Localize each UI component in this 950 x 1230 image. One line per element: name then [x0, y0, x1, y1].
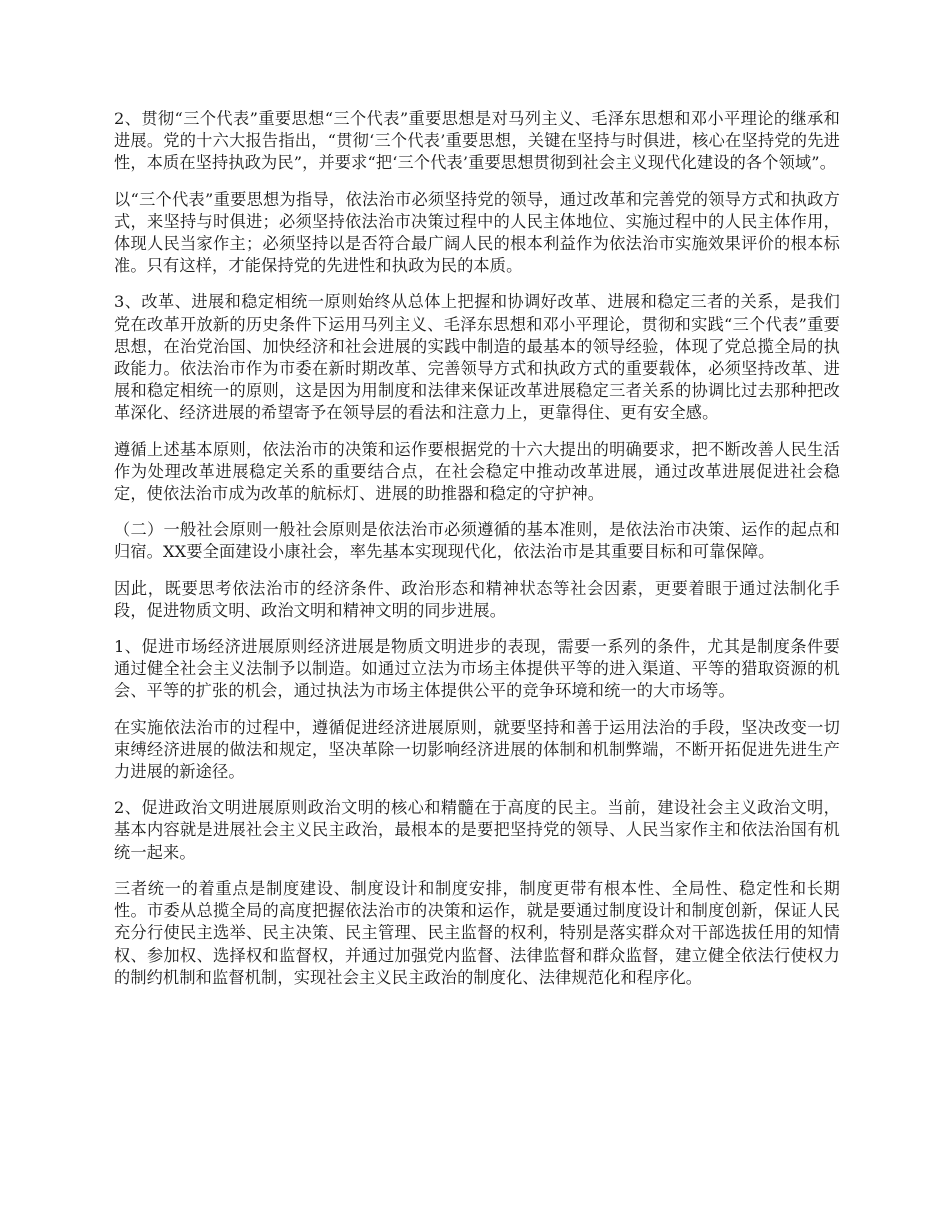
paragraph-3: 3、改革、进展和稳定相统一原则始终从总体上把握和协调好改革、进展和稳定三者的关系，是我们党在改革开放新的历史条件下运用马列主义、毛泽东思想和邓小平理论，贯彻和实践“三个代表”重要思想，在治党治国、加快经济和社会进展的实践中制造的最基本的领导经验，体现了党总揽全局的执政能力。依法治市作为市委在新时期改革、完善领导方式和执政方式的重要载体，必须坚持改革、进展和稳定相统一的原则，这是因为用制度和法律来保证改革进展稳定三者关系的协调比过去那种把改革深化、经济进展的希望寄予在领导层的看法和注意力上，更靠得住、更有安全感。 — [114, 292, 840, 423]
paragraph-9: 2、促进政治文明进展原则政治文明的核心和精髓在于高度的民主。当前，建设社会主义政治文明，基本内容就是进展社会主义民主政治，最根本的是要把坚持党的领导、人民当家作主和依法治国有机统一起来。 — [114, 798, 840, 862]
paragraph-5: （二）一般社会原则一般社会原则是依法治市必须遵循的基本准则，是依法治市决策、运作的起点和归宿。XX要全面建设小康社会，率先基本实现现代化，依法治市是其重要目标和可靠保障。 — [114, 520, 840, 562]
paragraph-1: 2、贯彻“三个代表”重要思想“三个代表”重要思想是对马列主义、毛泽东思想和邓小平理论的继承和进展。党的十六大报告指出，“贯彻‘三个代表’重要思想，关键在坚持与时俱进，核心在坚持党的先进性，本质在坚持执政为民”，并要求“把‘三个代表’重要思想贯彻到社会主义现代化建设的各个领域”。 — [114, 109, 840, 173]
document-page — [114, 108, 840, 1003]
paragraph-4: 遵循上述基本原则，依法治市的决策和运作要根据党的十六大提出的明确要求，把不断改善人民生活作为处理改革进展稳定关系的重要结合点，在社会稳定中推动改革进展，通过改革进展促进社会稳定，使依法治市成为改革的航标灯、进展的助推器和稳定的守护神。 — [114, 439, 840, 504]
paragraph-7: 1、促进市场经济进展原则经济进展是物质文明进步的表现，需要一系列的条件，尤其是制度条件要通过健全社会主义法制予以制造。如通过立法为市场主体提供平等的进入渠道、平等的猎取资源的机会、平等的扩张的机会，通过执法为市场主体提供公平的竞争环境和统一的大市场等。 — [114, 637, 840, 701]
paragraph-2: 以“三个代表”重要思想为指导，依法治市必须坚持党的领导，通过改革和完善党的领导方式和执政方式，来坚持与时俱进；必须坚持依法治市决策过程中的人民主体地位、实施过程中的人民主体作用，体现人民当家作主；必须坚持以是否符合最广阔人民的根本利益作为依法治市实施效果评价的根本标准。只有这样，才能保持党的先进性和执政为民的本质。 — [114, 189, 840, 276]
paragraph-6: 因此，既要思考依法治市的经济条件、政治形态和精神状态等社会因素，更要着眼于通过法制化手段，促进物质文明、政治文明和精神文明的同步进展。 — [114, 578, 840, 620]
paragraph-8: 在实施依法治市的过程中，遵循促进经济进展原则，就要坚持和善于运用法治的手段，坚决改变一切束缚经济进展的做法和规定，坚决革除一切影响经济进展的体制和机制弊端，不断开拓促进先进生产力进展的新途径。 — [114, 717, 840, 782]
paragraph-10: 三者统一的着重点是制度建设、制度设计和制度安排，制度更带有根本性、全局性、稳定性和长期性。市委从总揽全局的高度把握依法治市的决策和运作，就是要通过制度设计和制度创新，保证人民充分行使民主选举、民主决策、民主管理、民主监督的权利，特别是落实群众对干部选拔任用的知情权、参加权、选择权和监督权，并通过加强党内监督、法律监督和群众监督，建立健全依法行使权力的制约机制和监督机制，实现社会主义民主政治的制度化、法律规范化和程序化。 — [114, 878, 840, 987]
